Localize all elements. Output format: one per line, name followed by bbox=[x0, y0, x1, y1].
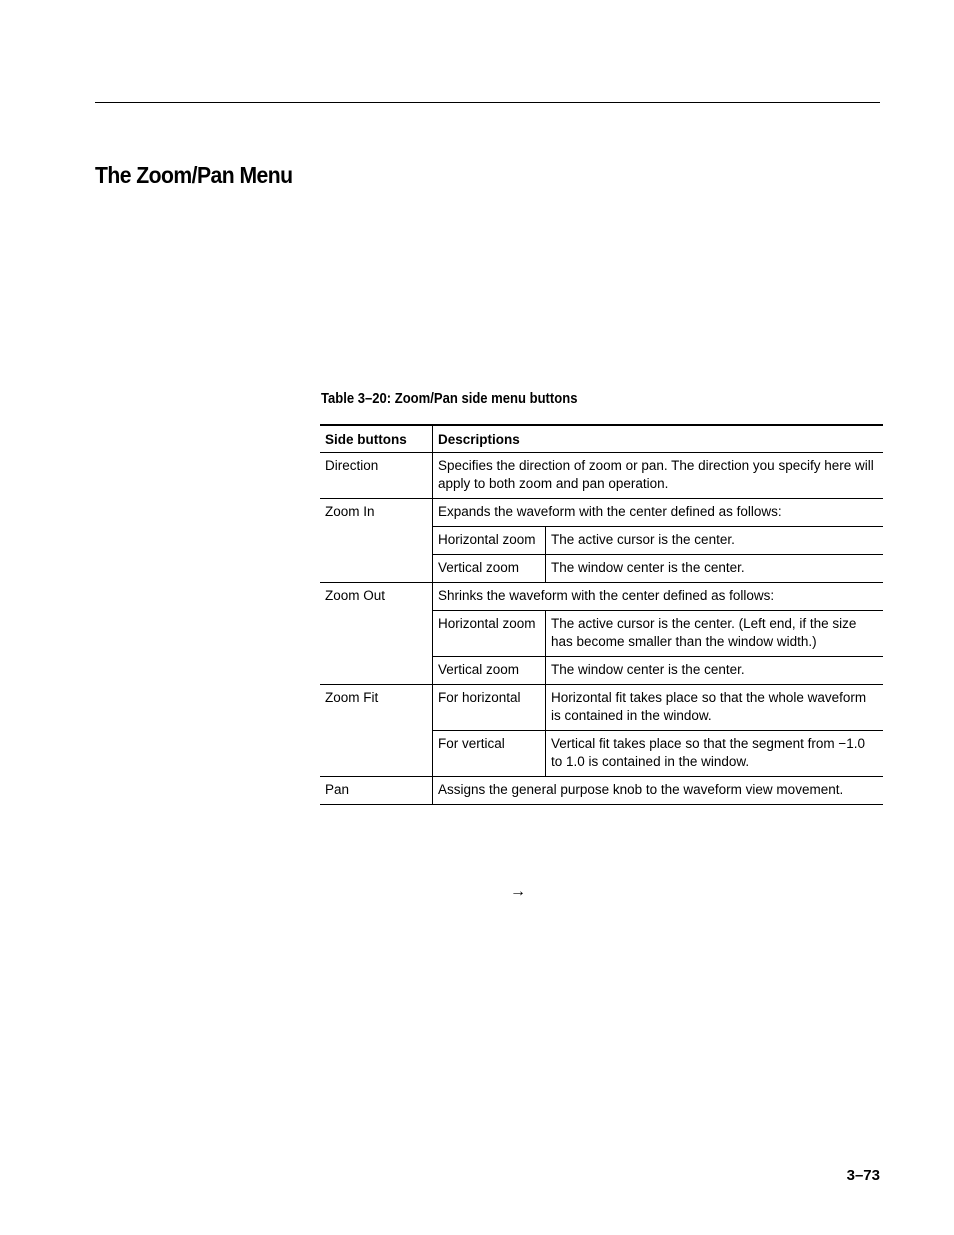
table-row bbox=[320, 685, 883, 731]
row-desc-direction: Specifies the direction of zoom or pan. The direction you specify here will apply to both zoom and pan operation. bbox=[433, 453, 884, 499]
sub-label: Vertical zoom bbox=[433, 657, 546, 685]
table-header-row bbox=[320, 425, 883, 453]
row-label-direction: Direction bbox=[320, 453, 433, 499]
sub-text: The active cursor is the center. (Left end, if the size has become smaller than the window width.) bbox=[546, 611, 884, 657]
sub-label: Vertical zoom bbox=[433, 555, 546, 583]
header-side-buttons: Side buttons bbox=[320, 425, 433, 453]
table-row bbox=[320, 777, 883, 805]
right-arrow-glyph: → bbox=[510, 883, 526, 900]
sub-text: The window center is the center. bbox=[546, 555, 884, 583]
sub-label: Horizontal zoom bbox=[433, 527, 546, 555]
side-buttons-table bbox=[320, 424, 883, 805]
header-descriptions: Descriptions bbox=[433, 425, 884, 453]
row-desc-zoom-out: Shrinks the waveform with the center defined as follows: bbox=[433, 583, 884, 611]
sub-text: Horizontal fit takes place so that the whole waveform is contained in the window. bbox=[546, 685, 884, 731]
row-label-zoom-in: Zoom In bbox=[320, 499, 433, 583]
row-desc-zoom-in: Expands the waveform with the center defined as follows: bbox=[433, 499, 884, 527]
row-label-zoom-out: Zoom Out bbox=[320, 583, 433, 685]
sub-text: The active cursor is the center. bbox=[546, 527, 884, 555]
row-label-pan: Pan bbox=[320, 777, 433, 805]
header-rule bbox=[95, 102, 880, 103]
table-row bbox=[320, 499, 883, 527]
table-caption: Table 3–20: Zoom/Pan side menu buttons bbox=[321, 391, 578, 407]
sub-label: Horizontal zoom bbox=[433, 611, 546, 657]
page-number: 3–73 bbox=[846, 1167, 880, 1184]
row-desc-pan: Assigns the general purpose knob to the waveform view movement. bbox=[433, 777, 884, 805]
section-heading: The Zoom/Pan Menu bbox=[95, 162, 293, 188]
table-row bbox=[320, 453, 883, 499]
sub-text: Vertical fit takes place so that the segment from −1.0 to 1.0 is contained in the window. bbox=[546, 731, 884, 777]
sub-label: For vertical bbox=[433, 731, 546, 777]
sub-label: For horizontal bbox=[433, 685, 546, 731]
row-label-zoom-fit: Zoom Fit bbox=[320, 685, 433, 777]
sub-text: The window center is the center. bbox=[546, 657, 884, 685]
table-row bbox=[320, 583, 883, 611]
